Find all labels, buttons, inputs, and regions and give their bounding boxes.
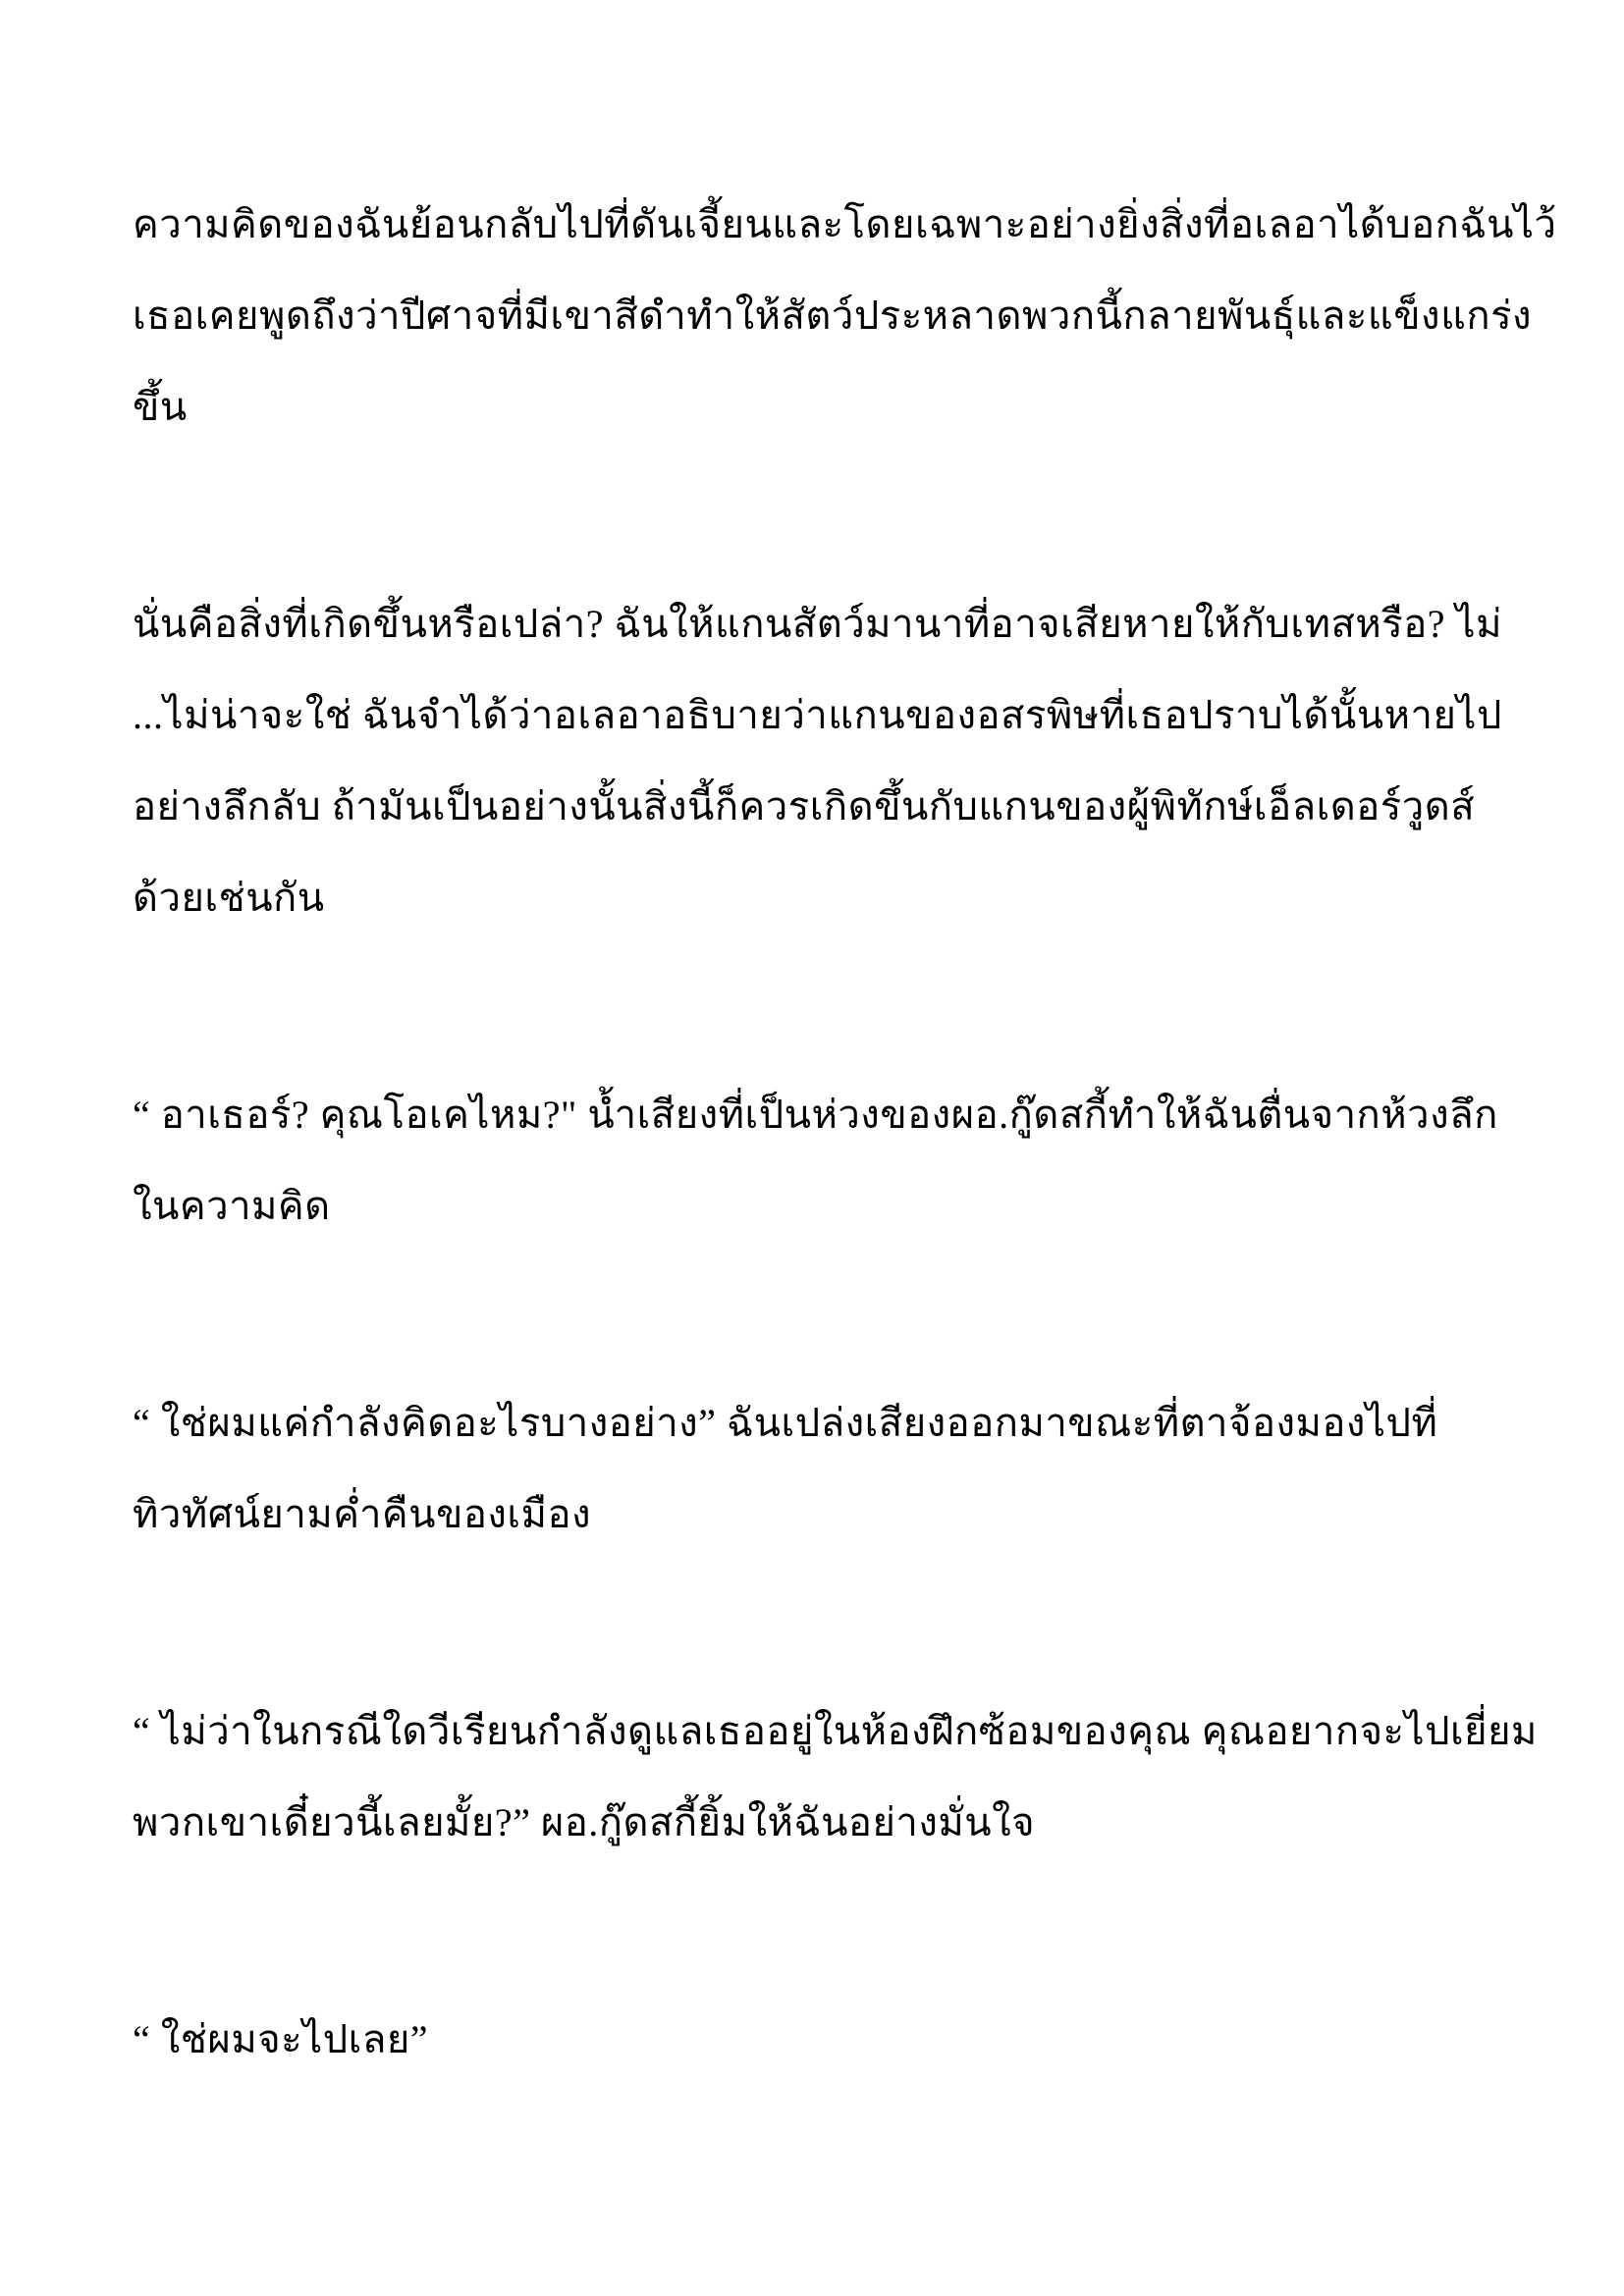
text-line: “ ใช่ผมแค่กำลังคิดอะไรบางอย่าง” ฉันเปล่งเสียงออกมาขณะที่ตาจ้องมองไปที่ [133,1401,1438,1445]
paragraph-1 [133,179,1557,453]
text-line: ความคิดของฉันย้อนกลับไปที่ดันเจี้ยนและโดยเฉพาะอย่างยิ่งสิ่งที่อเลอาได้บอกฉันไว้ [133,202,1557,246]
text-line: เธอเคยพูดถึงว่าปีศาจที่มีเขาสีดำทำให้สัตว์ประหลาดพวกนี้กลายพันธุ์และแข็งแกร่ง [133,294,1533,338]
text-line: อย่างลึกลับ ถ้ามันเป็นอย่างนั้นสิ่งนี้ก็ควรเกิดขึ้นกับแกนของผู้พิทักษ์เอ็ลเดอร์วูดส์ [133,784,1476,828]
text-line: ทิวทัศน์ยามค่ำคืนของเมือง [133,1492,592,1536]
paragraph-5 [133,1685,1538,1868]
text-line: “ ใช่ผมจะไปเลย” [133,2017,429,2061]
paragraph-2 [133,578,1502,943]
text-line: นั่นคือสิ่งที่เกิดขึ้นหรือเปล่า? ฉันให้แกนสัตว์มานาที่อาจเสียหายให้กับเทสหรือ? ไม่ [133,602,1502,646]
paragraph-4 [133,1377,1459,1560]
text-line: ขึ้น [133,385,188,429]
text-line: ด้วยเช่นกัน [133,876,325,920]
paragraph-3 [133,1069,1498,1252]
text-line: ในความคิด [133,1184,331,1228]
paragraph-6 [133,1994,1459,2085]
text-line: “ ไม่ว่าในกรณีใดวีเรียนกำลังดูแลเธออยู่ในห้องฝึกซ้อมของคุณ คุณอยากจะไปเยี่ยม [133,1709,1538,1753]
text-line: “ อาเธอร์? คุณโอเคไหม?" น้ำเสียงที่เป็นห่วงของผอ.กู๊ดสกี้ทำให้ฉันตื่นจากห้วงลึก [133,1093,1498,1137]
document-content [133,179,1557,2085]
text-line: พวกเขาเดี๋ยวนี้เลยมั้ย?” ผอ.กู๊ดสกี้ยิ้มให้ฉันอย่างมั่นใจ [133,1800,1036,1844]
text-line: ...ไม่น่าจะใช่ ฉันจำได้ว่าอเลอาอธิบายว่าแกนของอสรพิษที่เธอปราบได้นั้นหายไป [133,693,1502,737]
